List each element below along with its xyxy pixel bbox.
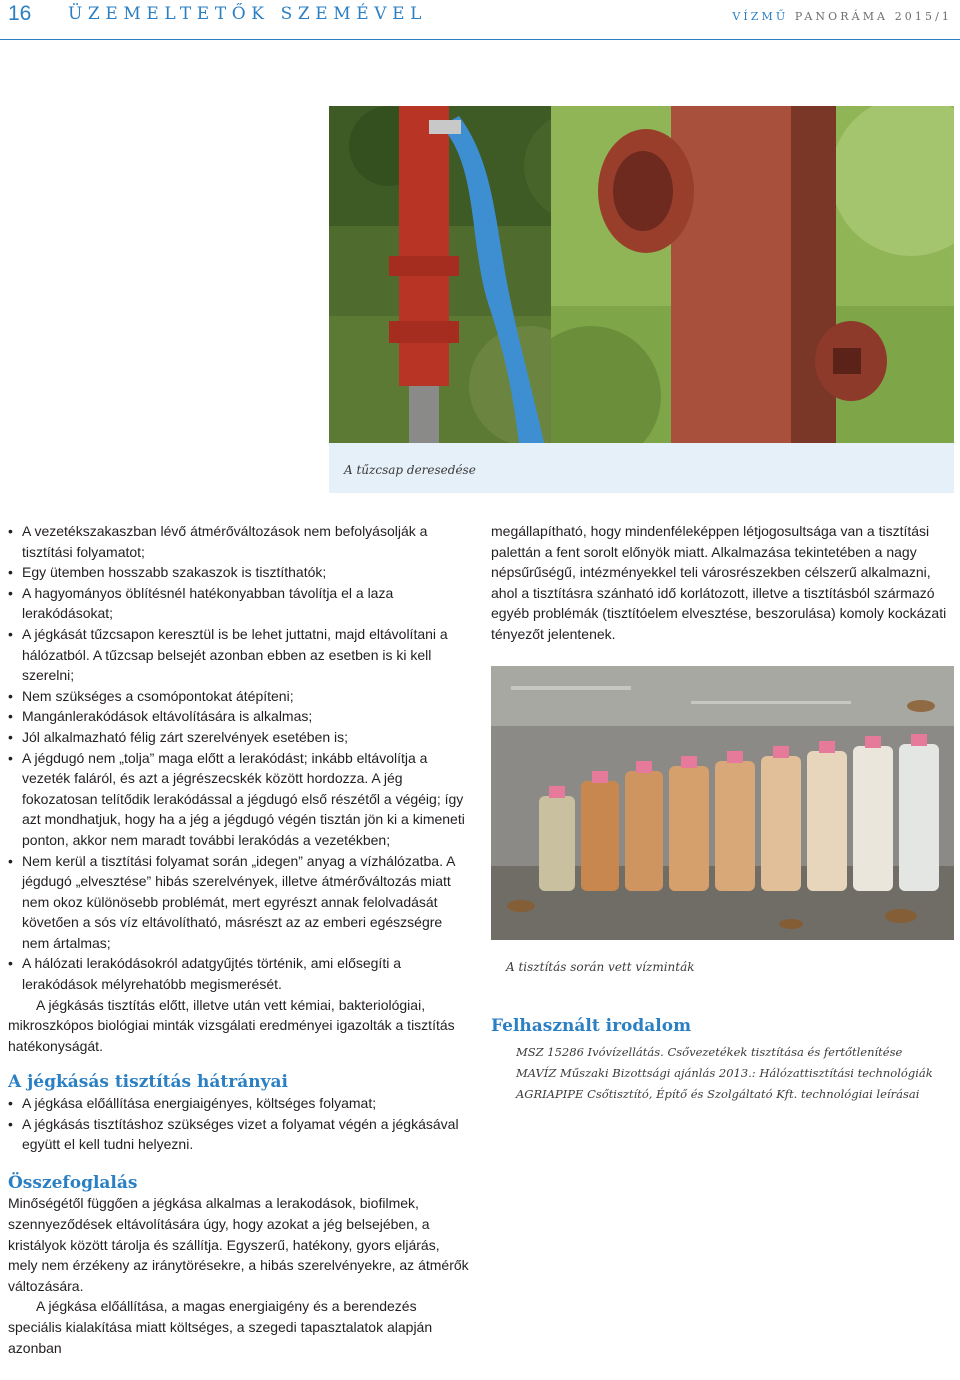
- magazine-title-accent: VÍZMŰ: [732, 10, 789, 23]
- list-item: • A vezetékszakaszban lévő átmérőváltozások nem befolyásolják a tisztítási folyamatot;: [8, 521, 470, 562]
- list-item: • A jégkását tűzcsapon keresztül is be lehet juttatni, majd eltávolítani a hálózatból. A tűzcsap belsejét azonban ebben az esetben is ki kell szerelni;: [8, 624, 470, 686]
- list-item: • A hálózati lerakódásokról adatgyűjtés történik, ami elősegíti a lerakódások mélyrehatóbb megismerését.: [8, 953, 470, 994]
- list-item: • Egy ütemben hosszabb szakaszok is tisztíthatók;: [8, 562, 470, 583]
- list-item: • Mangánlerakódások eltávolítására is alkalmas;: [8, 706, 470, 727]
- drawbacks-heading: A jégkásás tisztítás hátrányai: [8, 1072, 288, 1093]
- samples-caption: A tisztítás során vett vízminták: [506, 960, 695, 974]
- magazine-title: [732, 10, 952, 23]
- references-list: [516, 1042, 946, 1105]
- page-header: [0, 0, 960, 30]
- list-item: • A hagyományos öblítésnél hatékonyabban távolítja el a laza lerakódásokat;: [8, 583, 470, 624]
- magazine-title-rest: PANORÁMA 2015/1: [794, 10, 952, 23]
- drawbacks-list: [8, 1093, 470, 1155]
- results-paragraph: A jégkásás tisztítás előtt, illetve után vett kémiai, bakteriológiai, mikroszkópos biológiai minták vizsgálati eredményei igazolták a tisztítás hatékonyságát.: [8, 996, 455, 1054]
- reference-item: MSZ 15286 Ivóvízellátás. Csővezetékek tisztítása és fertőtlenítése: [516, 1045, 903, 1059]
- continuation-paragraph: megállapítható, hogy mindenféleképpen létjogosultsága van a tisztítási palettán a fent sorolt előnyök miatt. Alkalmazása tekintetében a nagy népsűrűségű, intézményekkel teli városrészekben célszerű alkalmazni, ahol a tisztításra szánható idő korlátozott, illetve a tisztításból származó egyéb problémák (tisztítóelem elvesztése, beszorulása) komoly kockázati tényezőt jelentenek.: [491, 523, 947, 642]
- water-samples-photo: [491, 666, 954, 940]
- advantages-list: [8, 521, 470, 995]
- hydrant-caption: A tűzcsap deresedése: [344, 463, 476, 477]
- list-item: • A jégkása előállítása energiaigényes, költséges folyamat;: [8, 1093, 470, 1114]
- references-heading: Felhasznált irodalom: [491, 1016, 692, 1036]
- list-item: • A jégdugó nem „tolja” maga előtt a lerakódást; inkább eltávolítja a vezeték faláról, és azt a jégrészecskék között hordozza. A jég fokozatosan telítődik lerakódással a jégdugó első részétől a végéig; így azt mondhatjuk, hogy ha a jég a jégdugó végén tisztán jön ki a kimeneti ponton, akkor nem maradt további lerakódás a vezetékben;: [8, 748, 470, 851]
- header-rule: [0, 39, 960, 40]
- list-item: • A jégkásás tisztításhoz szükséges vizet a folyamat végén a jégkásával együtt el kell tudni helyezni.: [8, 1114, 470, 1155]
- left-column: [8, 521, 470, 1358]
- list-item: • Nem szükséges a csomópontokat átépíteni;: [8, 686, 470, 707]
- section-title: ÜZEMELTETŐK SZEMÉVEL: [68, 4, 428, 24]
- right-column: [491, 521, 953, 645]
- summary-paragraph-1: Minőségétől függően a jégkása alkalmas a lerakodások, biofilmek, szennyeződések eltávolítására úgy, hogy azokat a jég belsejében, a kristályok között tárolja és szállítja. Egyszerű, hatékony, gyors eljárás, mely nem érzékeny az iránytörésekre, a hibás szerelvényekre, az átmérők változására.: [8, 1195, 469, 1294]
- page-number: 16: [8, 2, 32, 25]
- summary-heading: Összefoglalás: [8, 1172, 138, 1193]
- summary-paragraph-2: A jégkása előállítása, a magas energiaigény és a berendezés speciális kialakítása miatt költséges, a szegedi tapasztalatok alapján azonban: [8, 1298, 433, 1356]
- reference-item: MAVÍZ Műszaki Bizottsági ajánlás 2013.: Hálózattisztítási technológiák: [516, 1066, 933, 1080]
- list-item: • Jól alkalmazható félig zárt szerelvények esetében is;: [8, 727, 470, 748]
- hydrant-photo-right: [551, 106, 954, 443]
- list-item: • Nem kerül a tisztítási folyamat során „idegen” anyag a vízhálózatba. A jégdugó „elvesztése” hibás szerelvények, illetve átmérőváltozás miatt nem okoz különösebb problémát, mert egyrészt annak felolvadását követően a sós víz eltávolítható, másrészt az az emberi egészségre nem ártalmas;: [8, 851, 470, 954]
- reference-item: AGRIAPIPE Csőtisztító, Építő és Szolgáltató Kft. technológiai leírásai: [516, 1087, 920, 1101]
